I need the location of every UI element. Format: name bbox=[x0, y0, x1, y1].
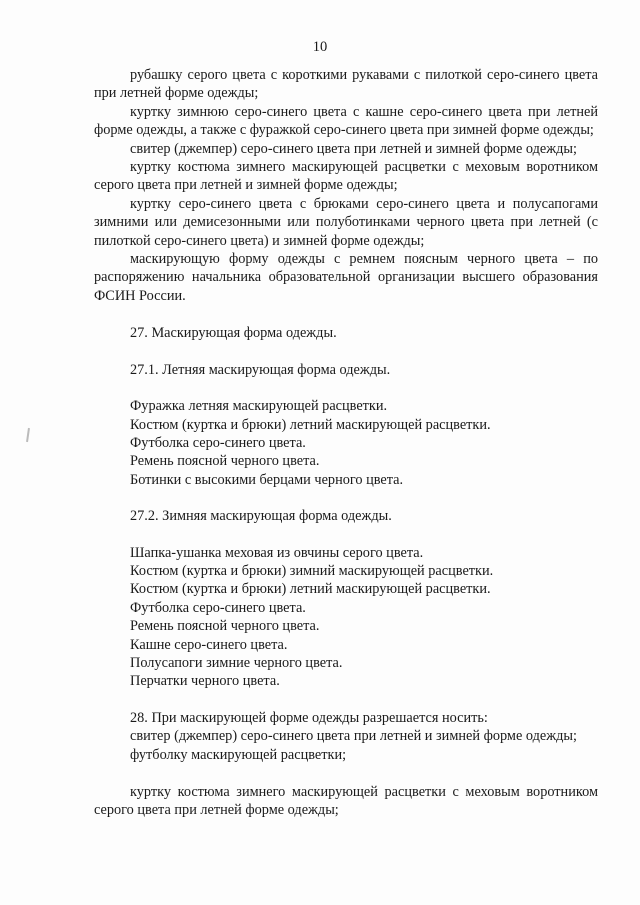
paragraph-camo-jacket: куртку костюма зимнего маскирующей расцветки с меховым воротником серого цвета при летней и зимней форме одежды; bbox=[94, 159, 598, 194]
paragraph-camo-uniform: маскирующую форму одежды с ремнем поясным черного цвета – по распоряжению начальника образовательной организации высшего образования ФСИН России. bbox=[94, 251, 598, 304]
list-item: футболку маскирующей расцветки; bbox=[130, 746, 347, 763]
paragraph-camo-jacket-summer: куртку костюма зимнего маскирующей расцветки с меховым воротником серого цвета при летней форме одежды; bbox=[94, 784, 598, 819]
spacer bbox=[94, 764, 598, 783]
spacer bbox=[94, 489, 598, 507]
spacer bbox=[94, 379, 598, 397]
list-item: Футболка серо-синего цвета. bbox=[130, 599, 306, 616]
list-item: Полусапоги зимние черного цвета. bbox=[130, 654, 343, 671]
section-28-heading: 28. При маскирующей форме одежды разрешается носить: bbox=[130, 709, 488, 726]
spacer bbox=[94, 343, 598, 361]
section-27-1-heading: 27.1. Летняя маскирующая форма одежды. bbox=[130, 361, 391, 378]
list-item: Кашне серо-синего цвета. bbox=[130, 636, 288, 653]
paragraph-winter-jacket: куртку зимнюю серо-синего цвета с кашне серо-синего цвета при летней форме одежды, а также с фуражкой серо-синего цвета при зимней форме одежды; bbox=[94, 103, 598, 139]
paragraph-jacket-trousers: куртку серо-синего цвета с брюками серо-синего цвета и полусапогами зимними или демисезонными или полуботинками черного цвета при летней (с пилоткой серо-синего цвета) и зимней форме одежды; bbox=[94, 195, 598, 249]
document-body bbox=[94, 66, 598, 820]
scan-mark bbox=[26, 428, 30, 442]
list-item: Шапка-ушанка меховая из овчины серого цвета. bbox=[130, 544, 424, 561]
list-item: свитер (джемпер) серо-синего цвета при летней и зимней форме одежды; bbox=[130, 728, 577, 745]
list-item: Футболка серо-синего цвета. bbox=[130, 434, 306, 451]
section-27-heading: 27. Маскирующая форма одежды. bbox=[130, 325, 337, 342]
spacer bbox=[94, 526, 598, 544]
section-27-2-heading: 27.2. Зимняя маскирующая форма одежды. bbox=[130, 508, 392, 525]
list-item: Ремень поясной черного цвета. bbox=[130, 618, 320, 635]
spacer bbox=[94, 691, 598, 709]
list-item: Костюм (куртка и брюки) летний маскирующей расцветки. bbox=[130, 416, 491, 433]
list-item: Ремень поясной черного цвета. bbox=[130, 453, 320, 470]
page-number: 10 bbox=[312, 39, 328, 55]
paragraph-shirt: рубашку серого цвета с короткими рукавами с пилоткой серо-синего цвета при летней форме одежды; bbox=[94, 67, 598, 102]
list-item: Костюм (куртка и брюки) летний маскирующей расцветки. bbox=[130, 581, 491, 598]
spacer bbox=[94, 305, 598, 324]
list-item: Перчатки черного цвета. bbox=[130, 673, 280, 690]
paragraph-sweater: свитер (джемпер) серо-синего цвета при летней и зимней форме одежды; bbox=[130, 140, 577, 157]
list-item: Костюм (куртка и брюки) зимний маскирующей расцветки. bbox=[130, 562, 494, 579]
list-item: Фуражка летняя маскирующей расцветки. bbox=[130, 398, 388, 415]
list-item: Ботинки с высокими берцами черного цвета. bbox=[130, 471, 404, 488]
